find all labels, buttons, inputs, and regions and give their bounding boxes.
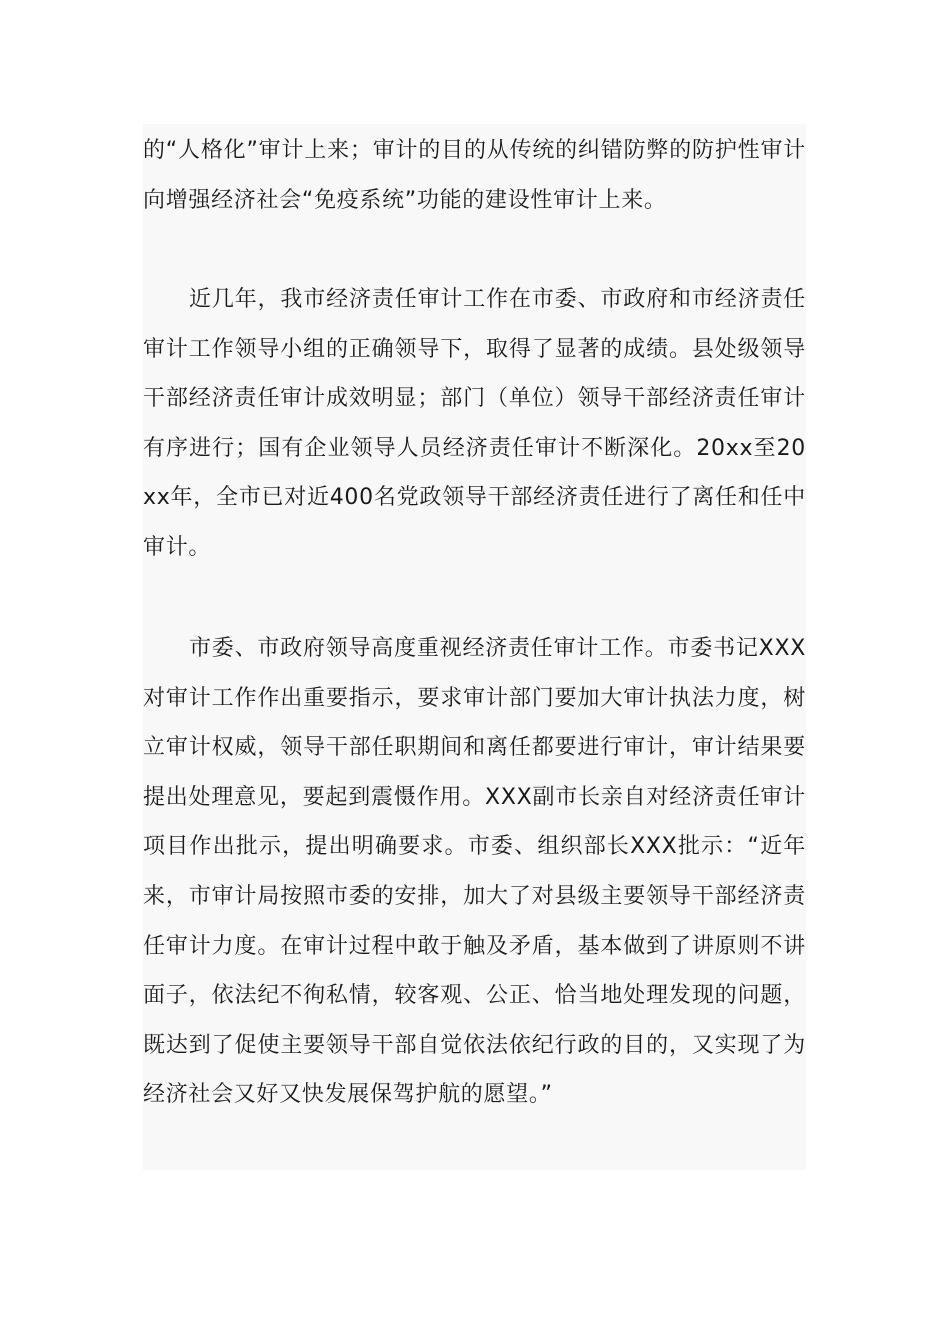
- paragraph-audit-achievements: 近几年，我市经济责任审计工作在市委、市政府和市经济责任审计工作领导小组的正确领导下，取得了显著的成绩。县处级领导干部经济责任审计成效明显；部门（单位）领导干部经济责任审计有序进行；国有企业领导人员经济责任审计不断深化。20xx至20xx年，全市已对近400名党政领导干部经济责任进行了离任和任中审计。: [143, 287, 806, 560]
- document-text-block: [143, 124, 806, 1170]
- paragraph-continuation: 的“人格化”审计上来；审计的目的从传统的纠错防弊的防护性审计向增强经济社会“免疫系统”功能的建设性审计上来。: [143, 138, 806, 213]
- paragraph-leadership-attention: 市委、市政府领导高度重视经济责任审计工作。市委书记XXX对审计工作作出重要指示，要求审计部门要加大审计执法力度，树立审计权威，领导干部任职期间和离任都要进行审计，审计结果要提出处理意见，要起到震慑作用。XXX副市长亲自对经济责任审计项目作出批示，提出明确要求。市委、组织部长XXX批示：“近年来，市审计局按照市委的安排，加大了对县级主要领导干部经济责任审计力度。在审计过程中敢于触及矛盾，基本做到了讲原则不讲面子，依法纪不徇私情，较客观、公正、恰当地处理发现的问题，既达到了促使主要领导干部自觉依法依纪行政的目的，又实现了为经济社会又好又快发展保驾护航的愿望。”: [143, 636, 806, 1108]
